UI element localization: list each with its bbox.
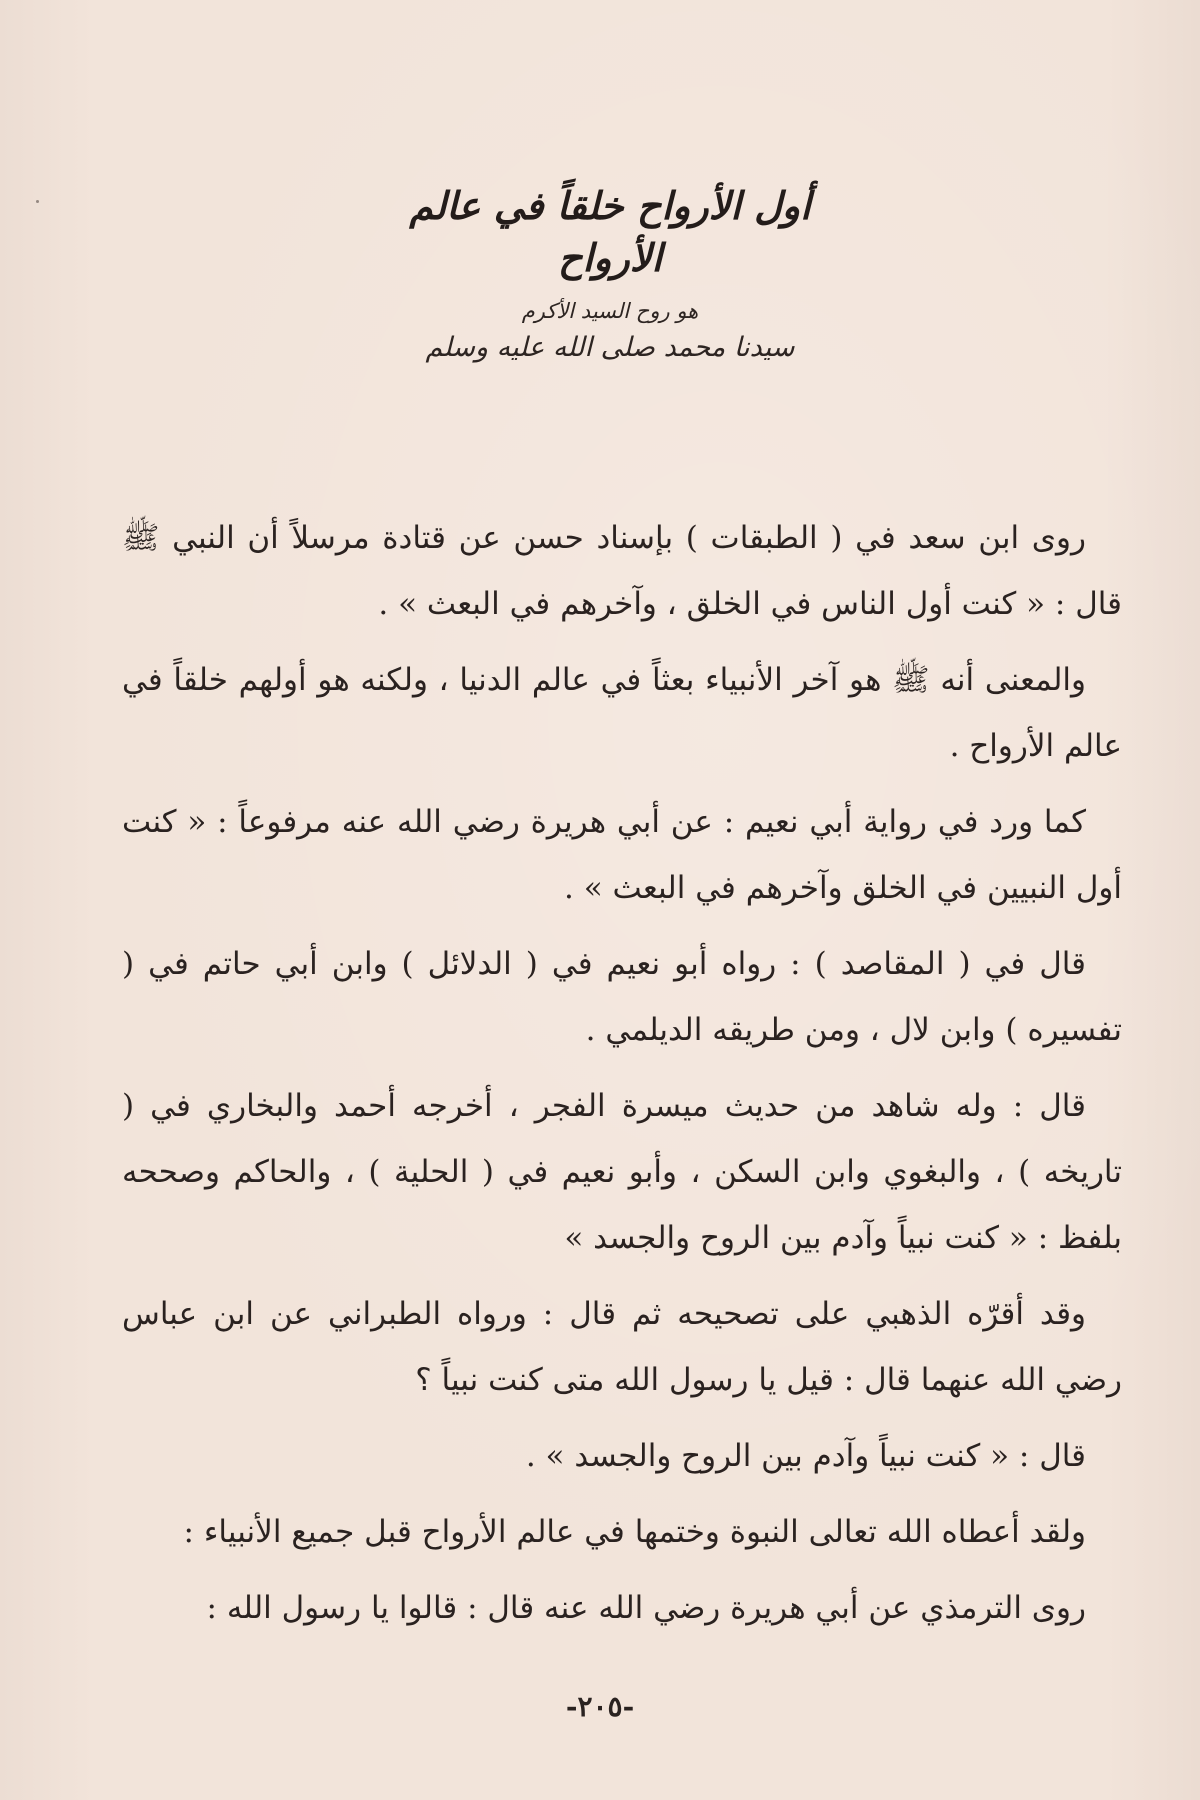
paragraph-5: قال : وله شاهد من حديث ميسرة الفجر ، أخرجه أحمد والبخاري في ( تاريخه ) ، والبغوي وابن السكن ، وأبو نعيم في ( الحلية ) ، والحاكم وصححه بلفظ : « كنت نبياً وآدم بين الروح والجسد » [122,1088,1122,1256]
chapter-subtitle-line-2: سيدنا محمد صلى الله عليه وسلم [425,332,795,363]
body-text [122,505,1122,1651]
chapter-subtitle-line-1: هو روح السيد الأكرم [521,299,699,323]
paragraph-3: كما ورد في رواية أبي نعيم : عن أبي هريرة رضي الله عنه مرفوعاً : « كنت أول النبيين في الخلق وآخرهم في البعث » . [122,804,1122,906]
paragraph-6: وقد أقرّه الذهبي على تصحيحه ثم قال : ورواه الطبراني عن ابن عباس رضي الله عنهما قال : قيل يا رسول الله متى كنت نبياً ؟ [122,1296,1122,1398]
paragraph-1: روى ابن سعد في ( الطبقات ) بإسناد حسن عن قتادة مرسلاً أن النبي ﷺ قال : « كنت أول الناس في الخلق ، وآخرهم في البعث » . [122,520,1122,622]
chapter-title: أول الأرواح خلقاً في عالم الأرواح [409,183,811,280]
page-number: -٢٠٥- [565,1690,635,1723]
ink-speck [36,200,39,203]
paragraph-8: ولقد أعطاه الله تعالى النبوة وختمها في عالم الأرواح قبل جميع الأنبياء : [183,1514,1086,1550]
chapter-heading [380,180,840,366]
paragraph-4: قال في ( المقاصد ) : رواه أبو نعيم في ( الدلائل ) وابن أبي حاتم في ( تفسيره ) وابن لال ، ومن طريقه الديلمي . [122,946,1122,1048]
paragraph-2: والمعنى أنه ﷺ هو آخر الأنبياء بعثاً في عالم الدنيا ، ولكنه هو أولهم خلقاً في عالم الأرواح . [122,662,1122,764]
paragraph-9: روى الترمذي عن أبي هريرة رضي الله عنه قال : قالوا يا رسول الله : [206,1590,1086,1626]
paragraph-7: قال : « كنت نبياً وآدم بين الروح والجسد » . [525,1438,1086,1474]
